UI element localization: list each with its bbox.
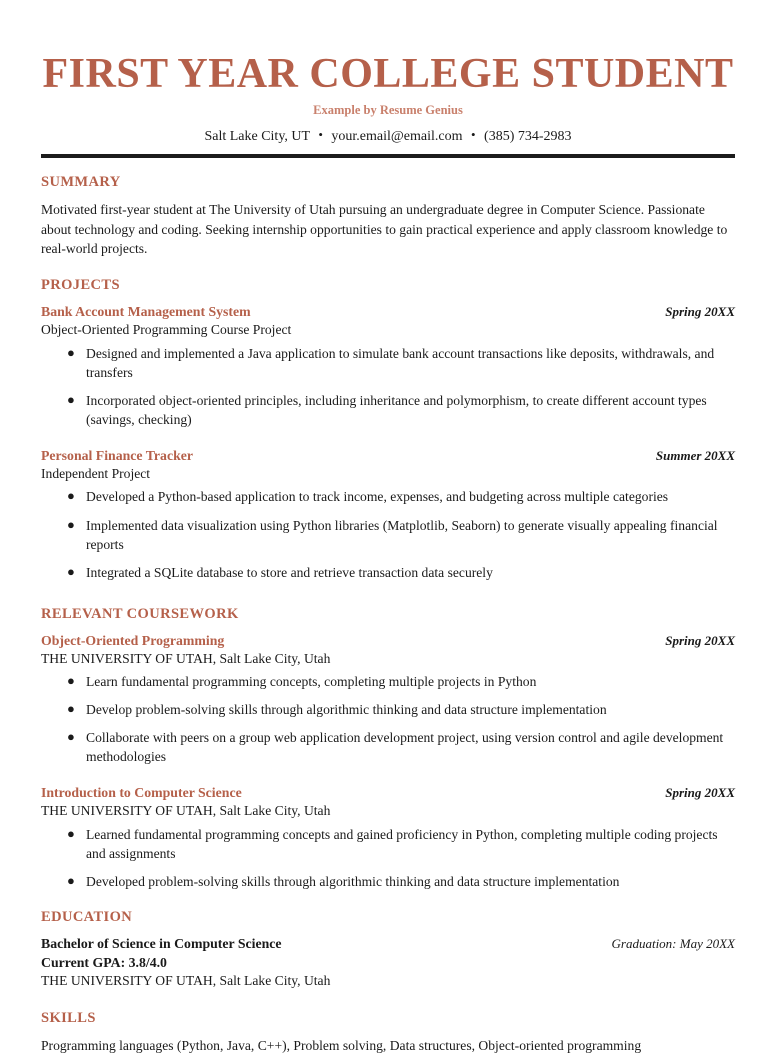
contact-separator-1: • [318, 127, 323, 143]
coursework-date: Spring 20XX [665, 785, 735, 801]
section-skills [41, 1010, 735, 1055]
contact-separator-2: • [470, 127, 476, 143]
list-item [41, 700, 735, 719]
bullet-icon: ● [67, 673, 75, 689]
section-title-projects: PROJECTS [41, 277, 120, 294]
section-title-skills: SKILLS [41, 1009, 96, 1026]
list-item [41, 487, 735, 506]
bullet-icon: ● [67, 563, 75, 579]
bullet-text: Learned fundamental programming concepts and gained proficiency in Python, completing multiple coding projects and assignments [86, 826, 718, 861]
list-item [41, 391, 735, 429]
project-title: Personal Finance Tracker [41, 447, 193, 463]
summary-text: Motivated first-year student at The University of Utah pursuing an undergraduate degree in Computer Science. Passionate about technology and coding. Seeking internship opportunities to gain practical experience and apply classroom knowledge to real-world projects. [41, 202, 728, 256]
project-bullet-list [41, 487, 735, 581]
bullet-icon: ● [67, 872, 75, 888]
section-title-coursework: RELEVANT COURSEWORK [41, 605, 239, 622]
page-title: FIRST YEAR COLLEGE STUDENT [42, 51, 734, 97]
coursework-title: Object-Oriented Programming [41, 632, 225, 648]
coursework-bullet-list [41, 825, 735, 891]
coursework-entry-header [41, 784, 735, 802]
section-title-education: EDUCATION [41, 908, 133, 925]
bullet-text: Incorporated object-oriented principles, including inheritance and polymorphism, to create different account types (savings, checking) [86, 392, 707, 427]
coursework-bullet-list [41, 672, 735, 766]
bullet-text: Learn fundamental programming concepts, completing multiple projects in Python [86, 674, 537, 690]
coursework-date: Spring 20XX [665, 632, 735, 648]
education-graduation-date: Graduation: May 20XX [611, 935, 735, 951]
coursework-entry [41, 632, 735, 767]
header-divider [41, 154, 735, 158]
bullet-icon: ● [67, 391, 75, 407]
contact-phone: (385) 734-2983 [484, 129, 572, 145]
list-item [41, 516, 735, 554]
list-item [41, 728, 735, 766]
project-date: Summer 20XX [655, 447, 735, 463]
contact-email[interactable]: your.email@email.com [331, 129, 463, 145]
bullet-text: Designed and implemented a Java application to simulate bank account transactions like deposits, withdrawals, and transfers [86, 345, 715, 380]
coursework-entry-header [41, 632, 735, 650]
bullet-icon: ● [67, 488, 75, 504]
project-bullet-list [41, 344, 735, 429]
coursework-entry [41, 784, 735, 891]
project-entry [41, 303, 735, 429]
section-relevant-coursework [41, 606, 735, 891]
coursework-title: Introduction to Computer Science [41, 785, 242, 801]
project-entry-header [41, 447, 735, 465]
bullet-icon: ● [67, 344, 75, 360]
project-org: Object-Oriented Programming Course Project [41, 322, 292, 338]
bullet-icon: ● [67, 516, 75, 532]
list-item [41, 825, 735, 863]
project-entry-header [41, 303, 735, 321]
project-title: Bank Account Management System [41, 304, 251, 320]
bullet-icon: ● [67, 729, 75, 745]
bullet-text: Developed a Python-based application to track income, expenses, and budgeting across multiple categories [86, 489, 669, 505]
bullet-text: Integrated a SQLite database to store and retrieve transaction data securely [86, 564, 493, 580]
list-item [41, 563, 735, 582]
bullet-text: Collaborate with peers on a group web application development project, using version control and agile development methodologies [86, 730, 724, 765]
bullet-text: Developed problem-solving skills through algorithmic thinking and data structure implementation [86, 873, 620, 889]
section-summary [41, 174, 735, 258]
bullet-text: Implemented data visualization using Python libraries (Matplotlib, Seaborn) to generate visually appealing financial reports [86, 517, 718, 552]
resume-subtitle: Example by Resume Genius [313, 103, 463, 118]
bullet-icon: ● [67, 701, 75, 717]
contact-location: Salt Lake City, UT [204, 129, 310, 145]
section-education [41, 909, 735, 991]
list-item [41, 344, 735, 382]
coursework-org: THE UNIVERSITY OF UTAH, Salt Lake City, Utah [41, 650, 331, 666]
section-title-summary: SUMMARY [41, 174, 121, 191]
bullet-text: Develop problem-solving skills through algorithmic thinking and data structure implementation [86, 702, 607, 718]
section-projects [41, 277, 735, 581]
resume-header [41, 52, 735, 158]
education-degree: Bachelor of Science in Computer Science [41, 935, 282, 951]
list-item [41, 872, 735, 891]
contact-line [41, 128, 735, 145]
education-entry-header [41, 935, 735, 954]
coursework-org: THE UNIVERSITY OF UTAH, Salt Lake City, Utah [41, 803, 331, 819]
project-org: Independent Project [41, 466, 151, 482]
bullet-icon: ● [67, 825, 75, 841]
project-date: Spring 20XX [665, 304, 735, 320]
project-entry [41, 447, 735, 582]
education-gpa: Current GPA: 3.8/4.0 [41, 954, 167, 970]
education-school: THE UNIVERSITY OF UTAH, Salt Lake City, Utah [41, 973, 331, 989]
skills-text: Programming languages (Python, Java, C++), Problem solving, Data structures, Object-oriented programming [41, 1037, 642, 1053]
list-item [41, 672, 735, 691]
